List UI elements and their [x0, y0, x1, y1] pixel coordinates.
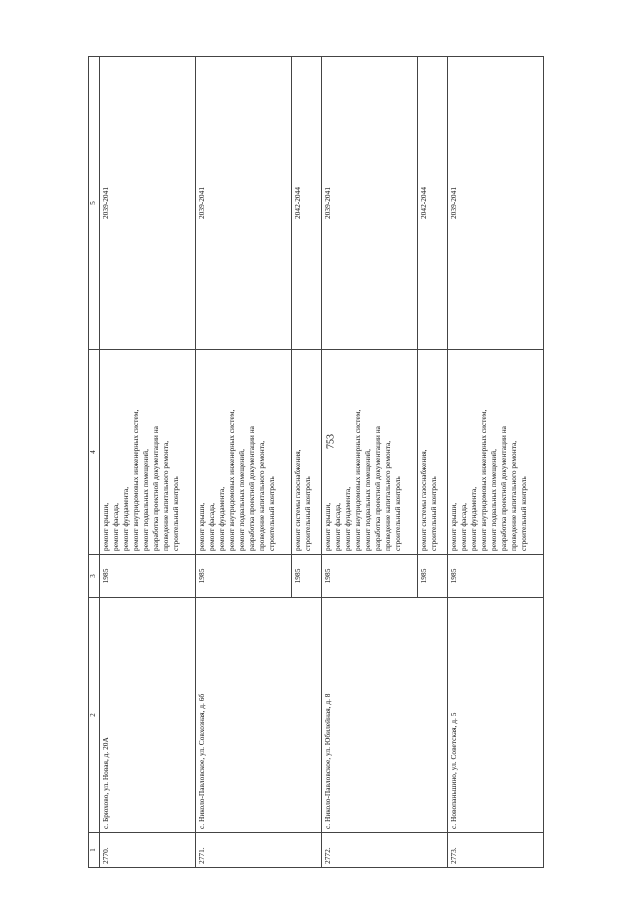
header-row — [89, 57, 100, 868]
work-item: ремонт фундамента, — [342, 486, 352, 551]
row-year: 1985 — [447, 555, 543, 598]
work-item: строительный контроль — [428, 476, 438, 551]
work-item: ремонт внутридомовых инженерных систем, — [478, 409, 488, 551]
work-item: разработка проектной документации на — [372, 426, 382, 551]
row-year: 1985 — [195, 555, 291, 598]
work-item: ремонт фундамента, — [216, 486, 226, 551]
table-body — [99, 57, 543, 868]
row-period: 2042-2044 — [291, 57, 321, 350]
header-col-3: 3 — [89, 555, 100, 598]
work-item: разработка проектной документации на — [246, 426, 256, 551]
work-item: ремонт фундамента, — [120, 486, 130, 551]
work-item: проведение капитального ремонта, — [256, 440, 266, 551]
work-item: разработка проектной документации на — [498, 426, 508, 551]
row-works — [291, 350, 321, 555]
row-year: 1985 — [321, 555, 417, 598]
header-col-4: 4 — [89, 350, 100, 555]
capital-repair-table — [88, 56, 544, 868]
work-item: проведение капитального ремонта, — [382, 440, 392, 551]
row-number: 2771. — [195, 833, 321, 868]
work-item: строительный контроль — [302, 476, 312, 551]
work-item: строительный контроль — [392, 476, 402, 551]
work-item: ремонт фундамента, — [468, 486, 478, 551]
work-item: разработка проектной документации на — [150, 426, 160, 551]
row-address: с. Новопаньшино, ул. Советская, д. 5 — [447, 598, 543, 833]
work-item: проведение капитального ремонта, — [160, 440, 170, 551]
work-item: строительный контроль — [518, 476, 528, 551]
work-item: ремонт крыши, — [322, 502, 332, 551]
row-works — [447, 350, 543, 555]
row-works — [417, 350, 447, 555]
capital-repair-table-wrapper — [88, 82, 536, 868]
row-period: 2042-2044 — [417, 57, 447, 350]
work-item: ремонт фасада, — [332, 503, 342, 551]
work-item: ремонт системы газоснабжения, — [418, 449, 428, 551]
row-period: 2039-2041 — [447, 57, 543, 350]
work-item: строительный контроль — [266, 476, 276, 551]
row-number: 2773. — [447, 833, 543, 868]
table-row — [99, 57, 195, 868]
work-item: ремонт крыши, — [100, 502, 110, 551]
row-year: 1985 — [291, 555, 321, 598]
header-col-1: 1 — [89, 833, 100, 868]
row-works — [99, 350, 195, 555]
row-address: с. Николо-Павловское, ул. Совхозная, д. 6б — [195, 598, 321, 833]
row-year: 1985 — [99, 555, 195, 598]
work-item: ремонт подвальных помещений, — [488, 449, 498, 551]
work-item: ремонт подвальных помещений, — [362, 449, 372, 551]
row-period: 2039-2041 — [195, 57, 291, 350]
row-number: 2772. — [321, 833, 447, 868]
row-works — [195, 350, 291, 555]
table-row — [447, 57, 543, 868]
work-item: проведение капитального ремонта, — [508, 440, 518, 551]
header-col-2: 2 — [89, 598, 100, 833]
row-works — [321, 350, 417, 555]
work-item: ремонт крыши, — [448, 502, 458, 551]
row-period: 2039-2041 — [99, 57, 195, 350]
work-item: ремонт внутридомовых инженерных систем, — [226, 409, 236, 551]
table-row — [195, 57, 291, 868]
work-item: ремонт подвальных помещений, — [236, 449, 246, 551]
table-row — [321, 57, 417, 868]
row-year: 1985 — [417, 555, 447, 598]
row-period: 2039-2041 — [321, 57, 417, 350]
work-item: ремонт внутридомовых инженерных систем, — [130, 409, 140, 551]
work-item: ремонт фасада, — [458, 503, 468, 551]
work-item: ремонт фасада, — [110, 503, 120, 551]
work-item: ремонт внутридомовых инженерных систем, — [352, 409, 362, 551]
row-address: с. Николо-Павловское, ул. Юбилейная, д. 8 — [321, 598, 447, 833]
work-item: ремонт системы газоснабжения, — [292, 449, 302, 551]
row-number: 2770. — [99, 833, 195, 868]
row-address: с. Брюхово, ул. Новая, д. 20А — [99, 598, 195, 833]
work-item: ремонт крыши, — [196, 502, 206, 551]
page-number: 753 — [325, 434, 337, 449]
work-item: строительный контроль — [170, 476, 180, 551]
header-col-5: 5 — [89, 57, 100, 350]
work-item: ремонт фасада, — [206, 503, 216, 551]
work-item: ремонт подвальных помещений, — [140, 449, 150, 551]
